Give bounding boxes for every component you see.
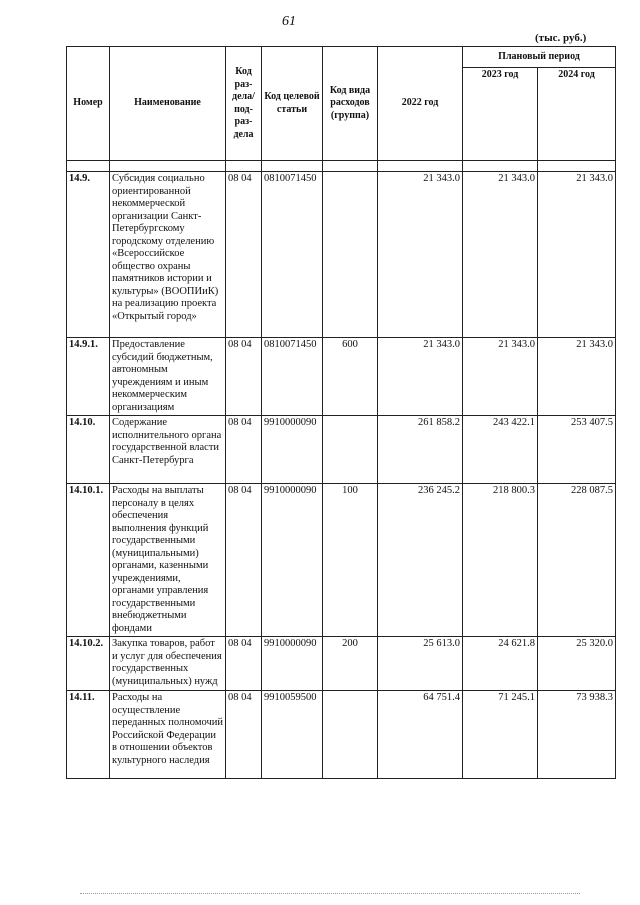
row-number: 14.11.	[67, 691, 110, 779]
row-2024: 73 938.3	[538, 691, 616, 779]
row-expense-type: 600	[323, 338, 378, 416]
row-name: Закупка товаров, работ и услуг для обеспечения государственных (муниципальных) нужд	[110, 637, 226, 691]
table-row	[67, 338, 616, 416]
header-year-2023: 2023 год	[463, 68, 538, 161]
row-2024: 21 343.0	[538, 172, 616, 338]
row-2022: 21 343.0	[378, 172, 463, 338]
row-target: 9910000090	[262, 637, 323, 691]
table-row	[67, 416, 616, 484]
row-section: 08 04	[226, 484, 262, 637]
row-2022: 64 751.4	[378, 691, 463, 779]
row-2024: 253 407.5	[538, 416, 616, 484]
row-name: Предоставление субсидий бюджетным, автономным учреждениям и иным некоммерческим организациям	[110, 338, 226, 416]
row-2024: 21 343.0	[538, 338, 616, 416]
header-plan-period: Плановый период	[463, 47, 616, 68]
row-number: 14.10.1.	[67, 484, 110, 637]
row-2023: 24 621.8	[463, 637, 538, 691]
row-name: Содержание исполнительного органа государственной власти Санкт-Петербурга	[110, 416, 226, 484]
row-section: 08 04	[226, 172, 262, 338]
row-target: 9910000090	[262, 416, 323, 484]
row-2022: 261 858.2	[378, 416, 463, 484]
table-row	[67, 691, 616, 779]
row-number: 14.10.	[67, 416, 110, 484]
header-expense-type: Код вида расходов (группа)	[323, 47, 378, 161]
row-expense-type	[323, 691, 378, 779]
row-2022: 236 245.2	[378, 484, 463, 637]
row-2023: 218 800.3	[463, 484, 538, 637]
budget-table	[66, 46, 616, 779]
row-number: 14.10.2.	[67, 637, 110, 691]
header-section: Код раз-дела/ под-раз-дела	[226, 47, 262, 161]
row-target: 9910059500	[262, 691, 323, 779]
row-section: 08 04	[226, 691, 262, 779]
row-target: 0810071450	[262, 172, 323, 338]
row-expense-type: 100	[323, 484, 378, 637]
row-2022: 25 613.0	[378, 637, 463, 691]
row-2024: 228 087.5	[538, 484, 616, 637]
row-2023: 21 343.0	[463, 338, 538, 416]
scan-artifact-line	[80, 893, 580, 896]
table-row	[67, 484, 616, 637]
row-section: 08 04	[226, 637, 262, 691]
row-expense-type: 200	[323, 637, 378, 691]
row-section: 08 04	[226, 338, 262, 416]
page-number: 61	[282, 14, 296, 29]
header-year-2022: 2022 год	[378, 47, 463, 161]
row-2023: 243 422.1	[463, 416, 538, 484]
table-row	[67, 637, 616, 691]
row-name: Расходы на осуществление переданных полномочий Российской Федерации в отношении объектов культурного наследия	[110, 691, 226, 779]
row-2024: 25 320.0	[538, 637, 616, 691]
row-number: 14.9.	[67, 172, 110, 338]
units-label: (тыс. руб.)	[535, 32, 587, 44]
header-number: Номер	[67, 47, 110, 161]
row-target: 0810071450	[262, 338, 323, 416]
row-number: 14.9.1.	[67, 338, 110, 416]
row-2023: 71 245.1	[463, 691, 538, 779]
header-target: Код целевой статьи	[262, 47, 323, 161]
row-name: Расходы на выплаты персоналу в целях обеспечения выполнения функций государственными (муниципальными) органами, казенными учреждениями, органами управления государственными внебюджетными фондами	[110, 484, 226, 637]
row-2022: 21 343.0	[378, 338, 463, 416]
row-name: Субсидия социально ориентированной некоммерческой организации Санкт-Петербургскому городскому отделению «Всероссийское общество охраны памятников истории и культуры» (ВООПИиК) на реализацию проекта «Открытый город»	[110, 172, 226, 338]
row-expense-type	[323, 416, 378, 484]
table-row	[67, 172, 616, 338]
header-year-2024: 2024 год	[538, 68, 616, 161]
row-2023: 21 343.0	[463, 172, 538, 338]
row-target: 9910000090	[262, 484, 323, 637]
row-expense-type	[323, 172, 378, 338]
header-name: Наименование	[110, 47, 226, 161]
row-section: 08 04	[226, 416, 262, 484]
